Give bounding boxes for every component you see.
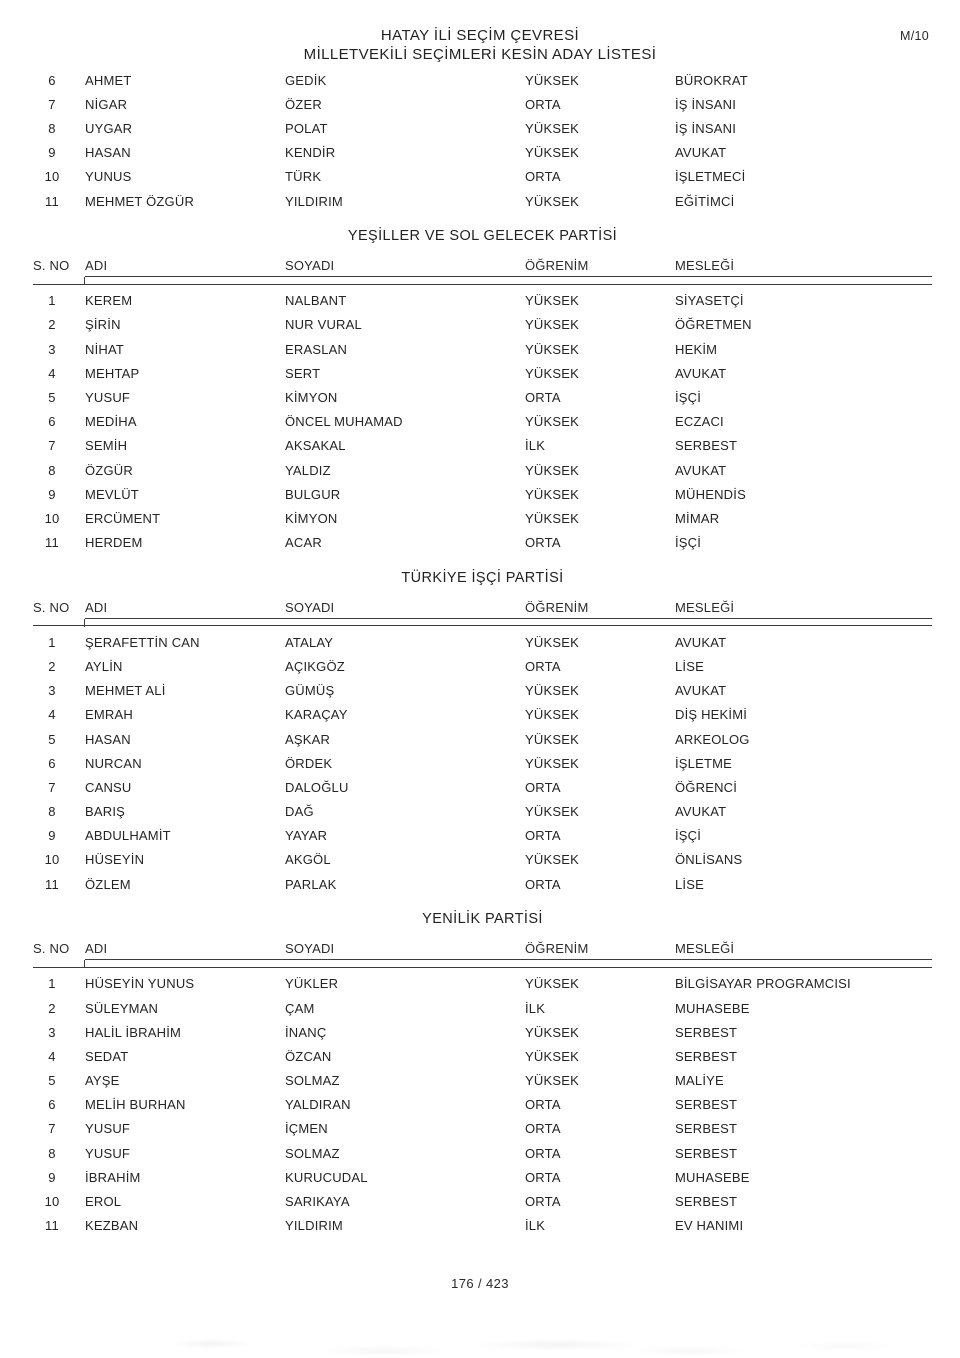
table-row: [33, 141, 932, 165]
party-section-yenilik: [33, 910, 932, 1238]
column-header-sno: S. NO: [33, 599, 70, 615]
ogrenim-cell: İLK: [525, 438, 546, 454]
soyadi-cell: SOLMAZ: [285, 1073, 340, 1089]
table-row: [33, 800, 932, 824]
meslegi-cell: SERBEST: [675, 1121, 738, 1137]
meslegi-cell: İŞLETMECİ: [675, 169, 746, 185]
sno-cell: 8: [48, 120, 56, 136]
meslegi-cell: SERBEST: [675, 1024, 738, 1040]
column-header-adi: ADI: [85, 941, 108, 957]
candidate-rows: [33, 289, 932, 555]
sno-cell: 6: [48, 72, 56, 88]
table-row: [33, 482, 932, 506]
table-row: [33, 68, 932, 92]
meslegi-cell: EV HANIMI: [675, 1218, 744, 1234]
meslegi-cell: ÖĞRETMEN: [675, 317, 752, 333]
soyadi-cell: GÜMÜŞ: [285, 683, 335, 699]
page-content: [33, 68, 932, 1238]
sno-cell: 6: [48, 1097, 56, 1113]
adi-cell: UYGAR: [85, 120, 133, 136]
scan-bleed-through-artifact: [0, 1334, 960, 1358]
table-row: [33, 116, 932, 140]
soyadi-cell: SERT: [285, 365, 321, 381]
table-row: [33, 1165, 932, 1189]
meslegi-cell: MİMAR: [675, 510, 720, 526]
soyadi-cell: YÜKLER: [285, 976, 339, 992]
meslegi-cell: AVUKAT: [675, 365, 727, 381]
party-section-turkiye-isci: [33, 569, 932, 897]
table-row: [33, 313, 932, 337]
adi-cell: HASAN: [85, 145, 131, 161]
soyadi-cell: AKGÖL: [285, 852, 331, 868]
meslegi-cell: AVUKAT: [675, 462, 727, 478]
meslegi-cell: DİŞ HEKİMİ: [675, 707, 748, 723]
adi-cell: YUSUF: [85, 1121, 131, 1137]
column-header-ogrenim: ÖĞRENİM: [525, 941, 589, 957]
ogrenim-cell: ORTA: [525, 1097, 561, 1113]
adi-cell: HÜSEYİN: [85, 852, 145, 868]
table-row: [33, 727, 932, 751]
meslegi-cell: BÜROKRAT: [675, 72, 748, 88]
sno-cell: 10: [44, 852, 60, 868]
soyadi-cell: AKSAKAL: [285, 438, 346, 454]
adi-cell: ERCÜMENT: [85, 510, 161, 526]
title-line-2: MİLLETVEKİLİ SEÇİMLERİ KESİN ADAY LİSTESİ: [303, 46, 657, 63]
soyadi-cell: NUR VURAL: [285, 317, 362, 333]
meslegi-cell: MUHASEBE: [675, 1169, 750, 1185]
table-row: [33, 824, 932, 848]
adi-cell: SÜLEYMAN: [85, 1000, 159, 1016]
sno-cell: 11: [45, 876, 59, 892]
sno-cell: 9: [48, 486, 56, 502]
soyadi-cell: KİMYON: [285, 510, 338, 526]
sno-cell: 4: [48, 1048, 56, 1064]
header-rule-top: [85, 276, 932, 277]
ogrenim-cell: YÜKSEK: [525, 731, 579, 747]
sno-cell: 3: [48, 683, 56, 699]
meslegi-cell: AVUKAT: [675, 145, 727, 161]
ogrenim-cell: YÜKSEK: [525, 72, 579, 88]
sno-cell: 8: [48, 804, 56, 820]
table-row: [33, 361, 932, 385]
column-header-meslegi: MESLEĞİ: [675, 258, 735, 274]
soyadi-cell: DALOĞLU: [285, 779, 349, 795]
sno-cell: 11: [45, 193, 59, 209]
meslegi-cell: ÖNLİSANS: [675, 852, 743, 868]
adi-cell: EMRAH: [85, 707, 133, 723]
ogrenim-cell: YÜKSEK: [525, 317, 579, 333]
ogrenim-cell: ORTA: [525, 876, 561, 892]
meslegi-cell: ARKEOLOG: [675, 731, 750, 747]
party-title: TÜRKİYE İŞÇİ PARTİSİ: [401, 569, 564, 586]
adi-cell: NİHAT: [85, 341, 125, 357]
table-row: [33, 1117, 932, 1141]
soyadi-cell: SOLMAZ: [285, 1145, 340, 1161]
soyadi-cell: KARAÇAY: [285, 707, 348, 723]
soyadi-cell: GEDİK: [285, 72, 327, 88]
meslegi-cell: İŞÇİ: [675, 828, 702, 844]
adi-cell: MEHMET ALİ: [85, 683, 166, 699]
ogrenim-cell: YÜKSEK: [525, 1024, 579, 1040]
table-header-row: [33, 257, 932, 273]
adi-cell: YUNUS: [85, 169, 132, 185]
soyadi-cell: İÇMEN: [285, 1121, 328, 1137]
table-row: [33, 1189, 932, 1213]
sno-cell: 8: [48, 1145, 56, 1161]
meslegi-cell: İŞ İNSANI: [675, 120, 737, 136]
sno-cell: 10: [44, 1194, 60, 1210]
adi-cell: ABDULHAMİT: [85, 828, 171, 844]
meslegi-cell: AVUKAT: [675, 804, 727, 820]
meslegi-cell: ECZACI: [675, 414, 724, 430]
soyadi-cell: BULGUR: [285, 486, 341, 502]
adi-cell: ÖZLEM: [85, 876, 131, 892]
adi-cell: HASAN: [85, 731, 131, 747]
table-header-row: [33, 599, 932, 615]
table-header-row: [33, 940, 932, 956]
table-row: [33, 506, 932, 530]
ogrenim-cell: YÜKSEK: [525, 707, 579, 723]
ogrenim-cell: YÜKSEK: [525, 145, 579, 161]
soyadi-cell: ATALAY: [285, 634, 334, 650]
meslegi-cell: İŞÇİ: [675, 389, 702, 405]
adi-cell: MELİH BURHAN: [85, 1097, 186, 1113]
adi-cell: NURCAN: [85, 755, 142, 771]
adi-cell: MEVLÜT: [85, 486, 139, 502]
adi-cell: HALİL İBRAHİM: [85, 1024, 182, 1040]
table-row: [33, 848, 932, 872]
adi-cell: İBRAHİM: [85, 1169, 141, 1185]
soyadi-cell: ACAR: [285, 535, 322, 551]
ogrenim-cell: YÜKSEK: [525, 755, 579, 771]
adi-cell: CANSU: [85, 779, 132, 795]
column-header-soyadi: SOYADI: [285, 258, 335, 274]
candidate-rows: [33, 630, 932, 896]
soyadi-cell: TÜRK: [285, 169, 322, 185]
meslegi-cell: İŞLETME: [675, 755, 733, 771]
adi-cell: EROL: [85, 1194, 122, 1210]
sno-cell: 8: [48, 462, 56, 478]
adi-cell: ŞERAFETTİN CAN: [85, 634, 200, 650]
ogrenim-cell: YÜKSEK: [525, 976, 579, 992]
soyadi-cell: SARIKAYA: [285, 1194, 350, 1210]
sno-cell: 7: [48, 438, 56, 454]
ogrenim-cell: YÜKSEK: [525, 193, 579, 209]
adi-cell: YUSUF: [85, 389, 131, 405]
soyadi-cell: DAĞ: [285, 804, 314, 820]
sno-cell: 3: [48, 341, 56, 357]
table-row: [33, 92, 932, 116]
header-rule-top: [85, 959, 932, 960]
document-header: [0, 26, 960, 64]
ogrenim-cell: ORTA: [525, 1169, 561, 1185]
ogrenim-cell: ORTA: [525, 828, 561, 844]
party-section-yesiller-ve-sol-gelecek: [33, 227, 932, 555]
soyadi-cell: YILDIRIM: [285, 1218, 343, 1234]
ogrenim-cell: İLK: [525, 1218, 546, 1234]
ogrenim-cell: ORTA: [525, 779, 561, 795]
title-line-1: HATAY İLİ SEÇİM ÇEVRESİ: [380, 27, 580, 44]
soyadi-cell: İNANÇ: [285, 1024, 327, 1040]
table-row: [33, 385, 932, 409]
ogrenim-cell: ORTA: [525, 169, 561, 185]
table-row: [33, 1141, 932, 1165]
table-row: [33, 872, 932, 896]
meslegi-cell: MUHASEBE: [675, 1000, 750, 1016]
candidate-rows: [33, 68, 932, 213]
sno-cell: 1: [48, 634, 56, 650]
header-rule-bottom: [33, 625, 932, 626]
ogrenim-cell: YÜKSEK: [525, 365, 579, 381]
column-header-meslegi: MESLEĞİ: [675, 941, 735, 957]
meslegi-cell: EĞİTİMCİ: [675, 193, 735, 209]
adi-cell: MEHMET ÖZGÜR: [85, 193, 195, 209]
meslegi-cell: LİSE: [675, 876, 704, 892]
column-header-meslegi: MESLEĞİ: [675, 599, 735, 615]
adi-cell: AYLİN: [85, 658, 123, 674]
column-header-soyadi: SOYADI: [285, 599, 335, 615]
party-section-continuation: [33, 68, 932, 213]
meslegi-cell: MÜHENDİS: [675, 486, 746, 502]
ogrenim-cell: YÜKSEK: [525, 683, 579, 699]
sno-cell: 5: [48, 731, 56, 747]
ogrenim-cell: ORTA: [525, 535, 561, 551]
soyadi-cell: KURUCUDAL: [285, 1169, 368, 1185]
ogrenim-cell: YÜKSEK: [525, 804, 579, 820]
table-row: [33, 410, 932, 434]
ogrenim-cell: YÜKSEK: [525, 1073, 579, 1089]
ogrenim-cell: YÜKSEK: [525, 1048, 579, 1064]
table-row: [33, 1069, 932, 1093]
sno-cell: 9: [48, 145, 56, 161]
sno-cell: 1: [48, 976, 56, 992]
adi-cell: KEREM: [85, 293, 133, 309]
adi-cell: SEDAT: [85, 1048, 129, 1064]
soyadi-cell: ERASLAN: [285, 341, 348, 357]
ogrenim-cell: YÜKSEK: [525, 120, 579, 136]
meslegi-cell: MALİYE: [675, 1073, 724, 1089]
soyadi-cell: POLAT: [285, 120, 328, 136]
soyadi-cell: KİMYON: [285, 389, 338, 405]
sno-cell: 1: [48, 293, 56, 309]
meslegi-cell: SERBEST: [675, 1145, 738, 1161]
sno-cell: 3: [48, 1024, 56, 1040]
header-rule-bottom: [33, 284, 932, 285]
adi-cell: KEZBAN: [85, 1218, 139, 1234]
table-row: [33, 751, 932, 775]
sno-cell: 10: [44, 169, 60, 185]
column-header-sno: S. NO: [33, 941, 70, 957]
ogrenim-cell: ORTA: [525, 1145, 561, 1161]
adi-cell: MEHTAP: [85, 365, 140, 381]
meslegi-cell: SİYASETÇİ: [675, 293, 744, 309]
adi-cell: SEMİH: [85, 438, 128, 454]
page-number: 176 / 423: [451, 1276, 509, 1291]
column-header-soyadi: SOYADI: [285, 941, 335, 957]
meslegi-cell: BİLGİSAYAR PROGRAMCISI: [675, 976, 851, 992]
ogrenim-cell: YÜKSEK: [525, 462, 579, 478]
soyadi-cell: ÖZCAN: [285, 1048, 332, 1064]
table-row: [33, 972, 932, 996]
soyadi-cell: ÖNCEL MUHAMAD: [285, 414, 403, 430]
table-row: [33, 189, 932, 213]
adi-cell: NİGAR: [85, 96, 128, 112]
sno-cell: 2: [48, 1000, 56, 1016]
meslegi-cell: HEKİM: [675, 341, 718, 357]
adi-cell: BARIŞ: [85, 804, 126, 820]
party-title: YENİLİK PARTİSİ: [422, 911, 543, 928]
meslegi-cell: AVUKAT: [675, 683, 727, 699]
soyadi-cell: NALBANT: [285, 293, 347, 309]
adi-cell: ÖZGÜR: [85, 462, 133, 478]
table-row: [33, 1020, 932, 1044]
table-row: [33, 1093, 932, 1117]
ogrenim-cell: İLK: [525, 1000, 546, 1016]
ogrenim-cell: ORTA: [525, 1194, 561, 1210]
ogrenim-cell: ORTA: [525, 658, 561, 674]
column-header-adi: ADI: [85, 258, 108, 274]
ogrenim-cell: ORTA: [525, 1121, 561, 1137]
ogrenim-cell: YÜKSEK: [525, 634, 579, 650]
meslegi-cell: ÖĞRENCİ: [675, 779, 738, 795]
ogrenim-cell: YÜKSEK: [525, 510, 579, 526]
table-row: [33, 531, 932, 555]
soyadi-cell: YILDIRIM: [285, 193, 343, 209]
meslegi-cell: İŞ İNSANI: [675, 96, 737, 112]
table-row: [33, 337, 932, 361]
sno-cell: 5: [48, 1073, 56, 1089]
soyadi-cell: KENDİR: [285, 145, 336, 161]
sno-cell: 9: [48, 828, 56, 844]
table-row: [33, 165, 932, 189]
sno-cell: 11: [45, 535, 59, 551]
sno-cell: 11: [45, 1218, 59, 1234]
sno-cell: 6: [48, 414, 56, 430]
adi-cell: HERDEM: [85, 535, 143, 551]
sno-cell: 6: [48, 755, 56, 771]
column-header-sno: S. NO: [33, 258, 70, 274]
adi-cell: YUSUF: [85, 1145, 131, 1161]
soyadi-cell: YALDIZ: [285, 462, 331, 478]
sno-cell: 7: [48, 779, 56, 795]
sno-cell: 9: [48, 1169, 56, 1185]
adi-cell: ŞİRİN: [85, 317, 121, 333]
meslegi-cell: SERBEST: [675, 1097, 738, 1113]
candidate-rows: [33, 972, 932, 1238]
adi-cell: AHMET: [85, 72, 132, 88]
table-row: [33, 703, 932, 727]
meslegi-cell: İŞÇİ: [675, 535, 702, 551]
meslegi-cell: SERBEST: [675, 438, 738, 454]
adi-cell: MEDİHA: [85, 414, 137, 430]
soyadi-cell: ÇAM: [285, 1000, 315, 1016]
meslegi-cell: SERBEST: [675, 1194, 738, 1210]
soyadi-cell: AŞKAR: [285, 731, 331, 747]
column-header-ogrenim: ÖĞRENİM: [525, 599, 589, 615]
soyadi-cell: YAYAR: [285, 828, 328, 844]
header-rule-bottom: [33, 967, 932, 968]
ogrenim-cell: YÜKSEK: [525, 414, 579, 430]
party-title: YEŞİLLER VE SOL GELECEK PARTİSİ: [347, 228, 618, 245]
sno-cell: 10: [44, 510, 60, 526]
ogrenim-cell: YÜKSEK: [525, 341, 579, 357]
adi-cell: HÜSEYİN YUNUS: [85, 976, 195, 992]
soyadi-cell: ÖRDEK: [285, 755, 333, 771]
ogrenim-cell: YÜKSEK: [525, 486, 579, 502]
meslegi-cell: AVUKAT: [675, 634, 727, 650]
soyadi-cell: AÇIKGÖZ: [285, 658, 345, 674]
column-header-adi: ADI: [85, 599, 108, 615]
sno-cell: 4: [48, 707, 56, 723]
soyadi-cell: PARLAK: [285, 876, 337, 892]
meslegi-cell: LİSE: [675, 658, 704, 674]
header-rule-top: [85, 618, 932, 619]
table-row: [33, 996, 932, 1020]
soyadi-cell: YALDIRAN: [285, 1097, 351, 1113]
page-ref: M/10: [900, 29, 929, 43]
table-row: [33, 630, 932, 654]
sno-cell: 2: [48, 658, 56, 674]
table-row: [33, 1214, 932, 1238]
table-row: [33, 289, 932, 313]
table-row: [33, 775, 932, 799]
ogrenim-cell: YÜKSEK: [525, 852, 579, 868]
table-row: [33, 434, 932, 458]
soyadi-cell: ÖZER: [285, 96, 322, 112]
meslegi-cell: SERBEST: [675, 1048, 738, 1064]
adi-cell: AYŞE: [85, 1073, 120, 1089]
table-row: [33, 1044, 932, 1068]
ogrenim-cell: ORTA: [525, 389, 561, 405]
table-row: [33, 654, 932, 678]
sno-cell: 2: [48, 317, 56, 333]
ogrenim-cell: ORTA: [525, 96, 561, 112]
ogrenim-cell: YÜKSEK: [525, 293, 579, 309]
sno-cell: 5: [48, 389, 56, 405]
sno-cell: 7: [48, 96, 56, 112]
table-row: [33, 679, 932, 703]
table-row: [33, 458, 932, 482]
column-header-ogrenim: ÖĞRENİM: [525, 258, 589, 274]
sno-cell: 4: [48, 365, 56, 381]
sno-cell: 7: [48, 1121, 56, 1137]
